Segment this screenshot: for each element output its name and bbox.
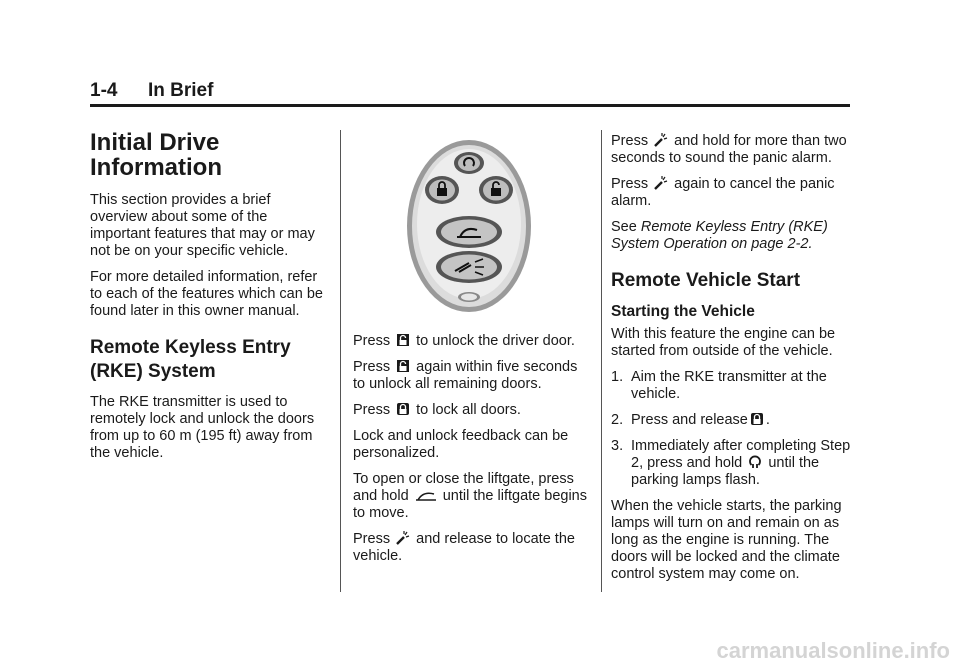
cancel-panic-paragraph: Press again to cancel the panic alarm. — [611, 176, 835, 209]
remote-start-icon — [748, 455, 762, 469]
lock-paragraph: Press to lock all doors. — [353, 402, 521, 418]
left-column — [90, 130, 330, 471]
lock-icon — [750, 412, 764, 426]
panic-icon — [396, 531, 410, 545]
page-number: 1-4 — [90, 80, 118, 101]
intro-paragraph-1: This section provides a brief overview about some of the important features that may or may not be on your specific vehicle. — [90, 192, 315, 259]
start-steps-list — [611, 369, 851, 489]
rke-paragraph: The RKE transmitter is used to remotely lock and unlock the doors from up to 60 m (195 ft) away from the vehicle. — [90, 394, 315, 461]
right-column — [611, 133, 851, 592]
see-reference-paragraph: See Remote Keyless Entry (RKE) System Operation on page 2-2. — [611, 219, 828, 252]
panic-alarm-paragraph: Press and hold for more than two seconds to sound the panic alarm. — [611, 133, 847, 166]
starting-vehicle-heading: Starting the Vehicle — [611, 303, 755, 320]
column-divider-right — [601, 130, 602, 592]
initial-drive-heading: Initial Drive Information — [90, 129, 222, 181]
cross-reference-link[interactable]: Remote Keyless Entry (RKE) System Operation on page 2-2. — [611, 219, 828, 252]
section-title: In Brief — [148, 80, 214, 101]
header-rule — [90, 104, 850, 107]
list-item: 3. Immediately after completing Step 2, press and hold until the parking lamps flash. — [611, 438, 851, 488]
lock-icon — [396, 402, 410, 416]
start-result-paragraph: When the vehicle starts, the parking lamps will turn on and remain on as long as the engine is running. The doors will be locked and the climate control system may come on. — [611, 498, 842, 582]
watermark: carmanualsonline.info — [716, 638, 950, 663]
feedback-paragraph: Lock and unlock feedback can be personalized. — [353, 428, 569, 461]
list-item: 2. Press and release . — [611, 412, 770, 428]
remote-vehicle-start-heading: Remote Vehicle Start — [611, 270, 801, 291]
list-item: 1. Aim the RKE transmitter at the vehicle. — [611, 369, 827, 402]
rke-transmitter-illustration — [405, 138, 533, 314]
locate-vehicle-paragraph: Press and release to locate the vehicle. — [353, 531, 575, 564]
unlock-icon — [396, 333, 410, 347]
panic-icon — [654, 133, 668, 147]
unlock-all-paragraph: Press again within five seconds to unlock all remaining doors. — [353, 359, 578, 392]
page-header — [90, 80, 850, 110]
rke-heading: Remote Keyless Entry (RKE) System — [90, 337, 291, 382]
panic-icon — [654, 176, 668, 190]
middle-column — [353, 333, 593, 574]
unlock-driver-paragraph: Press to unlock the driver door. — [353, 333, 575, 349]
start-intro-paragraph: With this feature the engine can be started from outside of the vehicle. — [611, 326, 836, 359]
unlock-icon — [396, 359, 410, 373]
liftgate-paragraph: To open or close the liftgate, press and hold until the liftgate begins to move. — [353, 471, 587, 521]
column-divider-left — [340, 130, 341, 592]
liftgate-icon — [415, 488, 437, 502]
intro-paragraph-2: For more detailed information, refer to each of the features which can be found later in this owner manual. — [90, 269, 323, 319]
